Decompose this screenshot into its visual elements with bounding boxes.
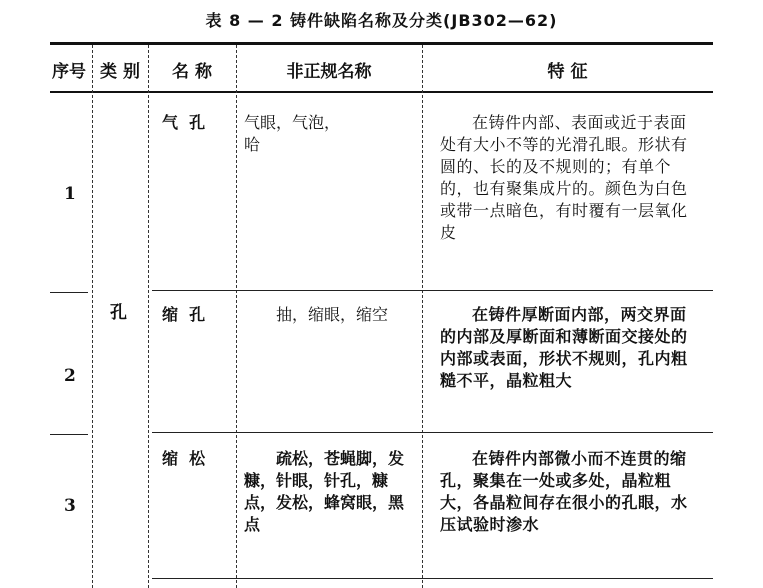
col-divider-2	[148, 45, 150, 588]
header-no: 序号	[52, 62, 86, 82]
header-feature: 特 征	[547, 62, 588, 82]
table-caption: 表 8 — 2 铸件缺陷名称及分类(JB302—62)	[205, 11, 558, 30]
row-divider-3b	[152, 578, 713, 579]
category-cell: 孔	[110, 303, 127, 323]
row-3-number: 3	[64, 496, 76, 516]
row-1-feature: 在铸件内部、表面或近于表面处有大小不等的光滑孔眼。形状有圆的、长的及不规则的；有单个的，也有聚集成片的。颜色为白色或带一点暗色，有时覆有一层氧化皮	[440, 113, 688, 242]
row-1-informal: 气眼，气泡， 哈	[244, 113, 341, 154]
row-3-informal: 疏松，苍蝇脚，发糠，针眼，针孔，糠点，发松，蜂窝眼，黑点	[244, 449, 405, 534]
col-divider-1	[92, 45, 94, 588]
row-divider-1a	[50, 292, 88, 293]
row-divider-2a	[50, 434, 88, 435]
header-name: 名 称	[172, 62, 212, 82]
col-divider-4	[422, 45, 424, 588]
row-divider-2b	[152, 432, 713, 433]
row-divider-1b	[152, 290, 713, 291]
row-3-name: 缩 松	[162, 449, 206, 468]
row-3-feature: 在铸件内部微小而不连贯的缩孔，聚集在一处或多处，晶粒粗大，各晶粒间存在很小的孔眼，水压试验时渗水	[440, 449, 688, 534]
col-divider-3	[236, 45, 238, 588]
row-2-number: 2	[64, 366, 76, 386]
header-informal: 非正规名称	[286, 62, 372, 82]
row-2-informal: 抽，缩眼，缩空	[276, 305, 389, 324]
row-1-number: 1	[64, 184, 76, 204]
header-category: 类 别	[100, 62, 140, 82]
row-1-name: 气 孔	[162, 113, 206, 132]
row-2-feature: 在铸件厚断面内部，两交界面的内部及厚断面和薄断面交接处的内部或表面，形状不规则，孔内粗糙不平，晶粒粗大	[440, 305, 688, 390]
row-2-name: 缩 孔	[162, 305, 206, 324]
